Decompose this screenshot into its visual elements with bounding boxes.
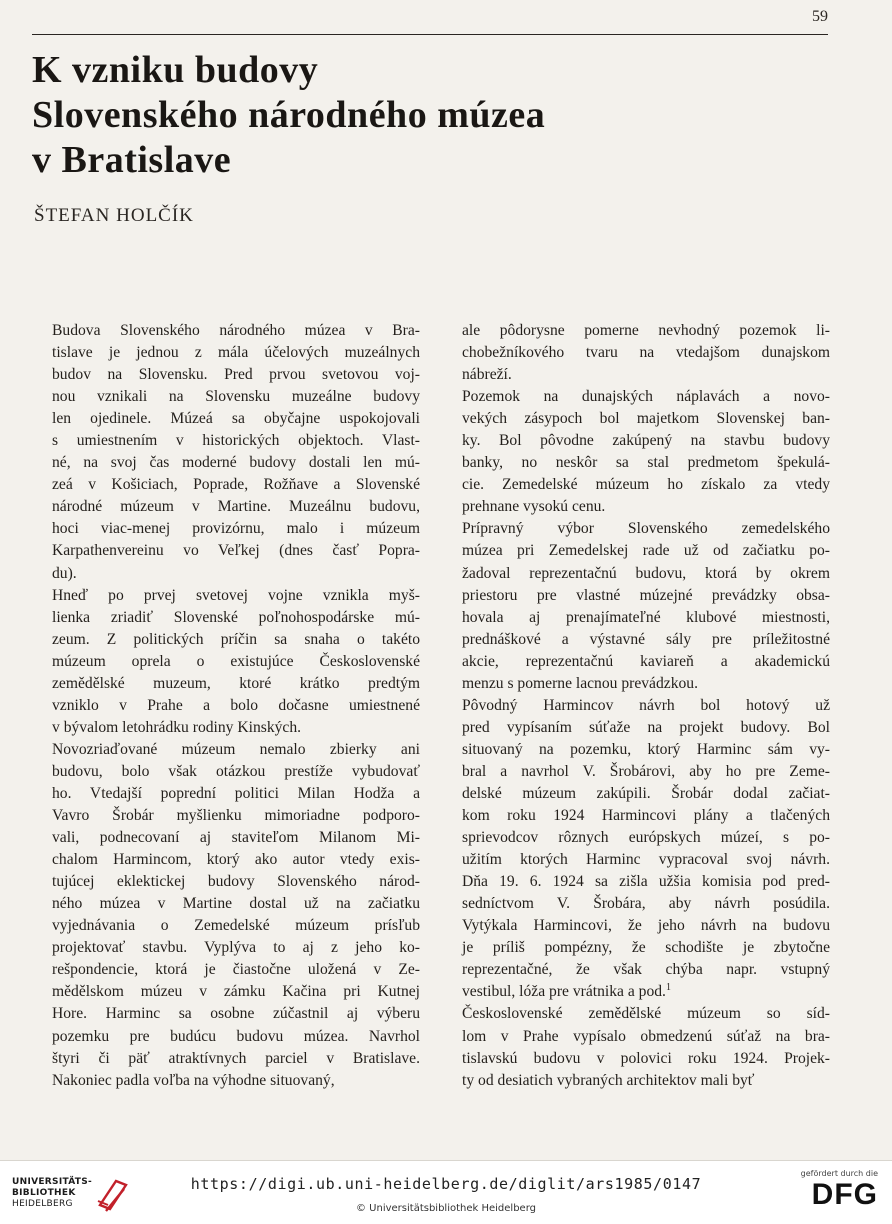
- text-line: mědělskom múzeu v zámku Kačina pri Kutnej: [52, 983, 420, 1001]
- paragraph: [444, 695, 830, 1004]
- text-line: nábreží.: [462, 366, 512, 384]
- text-line: lienka zriadiť Slovenské poľnohospodárske mú-: [52, 608, 420, 626]
- text-line: priestoru pre vlastné múzejné prevádzky obsa-: [462, 586, 830, 604]
- text-line: vestibul, lóža pre vrátnika a pod.$^1$: [462, 982, 671, 1001]
- dfg-funding-logo[interactable]: [792, 1169, 878, 1217]
- paragraph: [444, 320, 830, 386]
- text-line: du).: [52, 564, 77, 582]
- paragraph: [34, 585, 420, 739]
- text-line: hoci viac-menej provizórnu, malo i múzeum: [52, 520, 420, 538]
- text-line: hovala aj prenajímateľné klubové miestnosti,: [462, 608, 830, 626]
- text-line: Pozemok na dunajských náplavách a novo-: [462, 388, 830, 406]
- text-line: ale pôdorysne pomerne nevhodný pozemok li-: [462, 322, 830, 339]
- library-line-1: UNIVERSITÄTS-: [12, 1177, 93, 1187]
- article-title: [32, 48, 792, 183]
- paragraph: [444, 1003, 830, 1091]
- text-line: v bývalom letohrádku rodiny Kinských.: [52, 718, 302, 736]
- text-line: Karpathenvereinu vo Veľkej (dnes časť Popra-: [52, 542, 420, 560]
- text-line: lom v Prahe vypísalo obmedzenú súťaž na bra-: [462, 1027, 830, 1045]
- paragraph: [444, 386, 830, 518]
- text-line: pred vypísaním súťaže na projekt budovy. Bol: [462, 718, 830, 736]
- text-line: Hore. Harminc sa osobne zúčastnil aj výberu: [52, 1005, 420, 1023]
- text-line: ky. Bol pôvodne zakúpený na stavbu budovy: [462, 432, 830, 450]
- text-line: né, na svoj čas moderné budovy dostali len mú-: [52, 454, 420, 472]
- viewer-footer: [0, 1160, 892, 1224]
- title-line-2: Slovenského národného múzea: [32, 94, 546, 136]
- text-line: prednáškové a výstavné sály pre príležitostné: [462, 630, 830, 648]
- text-column-right: [444, 320, 830, 1092]
- copyright-notice: © Universitätsbibliothek Heidelberg: [355, 1203, 536, 1214]
- text-line: tislavskú budovu v polovici roku 1924. Projek-: [462, 1049, 830, 1067]
- text-line: kom roku 1924 Harmincovi plány a tlačených: [462, 807, 830, 825]
- text-line: s umiestnením v historických objektoch. Vlast-: [52, 432, 420, 450]
- text-line: chobežníkového tvaru na vtedajšom dunajskom: [462, 344, 830, 362]
- text-line: Československé zemědělské múzeum so síd-: [462, 1005, 830, 1023]
- text-line: Nakoniec padla voľba na výhodne situovaný,: [52, 1071, 335, 1089]
- text-line: žadoval reprezentačnú budovu, ktorá by okrem: [462, 564, 830, 582]
- text-line: vekých zásypoch bol majetkom Slovenskej ban-: [462, 410, 830, 428]
- text-line: Vavro Šrobár myšlienku mimoriadne podporo-: [52, 807, 420, 825]
- text-line: budovu, bolo však otázkou prestíže vybudovať: [52, 762, 420, 780]
- paragraph: [34, 739, 420, 1092]
- text-line: štyri či päť atraktívnych parciel v Bratislave.: [52, 1049, 420, 1067]
- text-line: nou vznikali na Slovensku muzeálne budovy: [52, 388, 420, 406]
- text-line: situovaný na pozemku, ktorý Harminc sám vy-: [462, 740, 830, 758]
- text-line: menzu s pomerne lacnou prevádzkou.: [462, 674, 698, 692]
- permalink-url[interactable]: https://digi.ub.uni-heidelberg.de/diglit/ars1985/0147: [190, 1175, 702, 1193]
- text-line: národné múzeum v Martine. Muzeálnu budovu,: [52, 498, 420, 516]
- text-line: zeum. Z politických príčin sa snaha o takéto: [52, 630, 420, 648]
- paragraph: [34, 320, 420, 585]
- title-line-1: K vzniku budovy: [32, 49, 319, 91]
- text-line: Vytýkala Harmincovi, že jeho návrh na budovu: [462, 917, 830, 935]
- author-name: ŠTEFAN HOLČÍK: [34, 205, 194, 226]
- text-line: akcie, reprezentačnú kaviareň a akademickú: [462, 652, 830, 670]
- text-line: banky, no neskôr sa stal predmetom špekulá-: [462, 454, 830, 472]
- text-line: prehnane vysokú cenu.: [462, 498, 606, 516]
- text-line: delské múzeum zakúpili. Šrobár dodal začiat-: [462, 784, 830, 802]
- text-line: ty od desiatich vybraných architektov mali byť: [462, 1071, 755, 1089]
- footnote-marker[interactable]: 1: [665, 982, 671, 994]
- text-line: tujúcej eklektickej budovy Slovenského národ-: [52, 873, 420, 891]
- text-line: pozemku pre budúcu budovu múzea. Navrhol: [52, 1027, 420, 1045]
- text-line: ného múzea v Martine dostal už na začiatku: [52, 895, 420, 913]
- text-line: tislave je jednou z mála účelových muzeálnych: [52, 344, 420, 362]
- text-line: cie. Zemedelské múzeum ho získalo za vtedy: [462, 476, 830, 494]
- text-line: zemědělské muzeum, ktoré krátko predtým: [52, 674, 420, 692]
- text-line: sprievodcov rôznych európskych múzeí, s po-: [462, 829, 830, 847]
- dfg-logo-text: DFG: [811, 1178, 878, 1211]
- text-line: Hneď po prvej svetovej vojne vznikla myš-: [52, 586, 420, 604]
- text-line: Novozriaďované múzeum nemalo zbierky ani: [52, 740, 420, 758]
- header-rule: [32, 34, 828, 35]
- text-line: reprezentačné, že však chýba napr. vstupný: [462, 961, 830, 979]
- library-line-2: BIBLIOTHEK: [12, 1188, 76, 1198]
- text-line: rešpondencie, ktorá je čiastočne uložená v Ze-: [52, 961, 420, 979]
- text-line: je príliš pompézny, že schodište je zbytočne: [462, 939, 830, 957]
- text-line: budov na Slovensku. Pred prvou svetovou voj-: [52, 366, 420, 384]
- title-line-3: v Bratislave: [32, 139, 232, 181]
- text-line: Dňa 19. 6. 1924 sa zišla užšia komisia pod pred-: [462, 873, 830, 891]
- library-line-3: HEIDELBERG: [12, 1199, 73, 1209]
- text-line: užitím ktorých Harminc vypracoval svoj návrh.: [462, 851, 830, 869]
- dfg-caption: gefördert durch die: [800, 1169, 878, 1178]
- text-line: chalom Harmincom, ktorý ako autor vtedy exis-: [52, 851, 420, 869]
- text-line: vyjednávania o Zemedelské múzeum prísľub: [52, 917, 420, 935]
- text-line: zeá v Košiciach, Poprade, Rožňave a Slovenské: [52, 476, 420, 494]
- text-line: Budova Slovenského národného múzea v Bra-: [52, 322, 420, 339]
- text-line: bral a navrhol V. Šrobárovi, aby ho pre Zeme-: [462, 762, 830, 780]
- text-line: Pôvodný Harmincov návrh bol hotový už: [462, 696, 830, 714]
- text-line: vali, podnecovaní aj staviteľom Milanom Mi-: [52, 829, 420, 847]
- paragraph: [444, 518, 830, 694]
- text-line: múzeum oprela o existujúce Československé: [52, 652, 420, 670]
- text-line: vzniklo v Prahe a bolo dočasne umiestnené: [52, 696, 420, 714]
- text-column-left: [34, 320, 420, 1092]
- text-line: projektovať stavbu. Vyplýva to aj z jeho ko-: [52, 939, 420, 957]
- page-number: 59: [812, 8, 828, 25]
- text-line: len ojedinele. Múzeá sa obyčajne uspokojovali: [52, 410, 420, 428]
- text-line: ho. Vtedajší poprední politici Milan Hodža a: [52, 784, 420, 802]
- text-line: sedníctvom V. Šrobára, aby návrh posúdila.: [462, 895, 830, 913]
- text-line: Prípravný výbor Slovenského zemedelského: [462, 520, 830, 538]
- text-line: múzea pri Zemedelskej rade už od začiatku po-: [462, 542, 830, 560]
